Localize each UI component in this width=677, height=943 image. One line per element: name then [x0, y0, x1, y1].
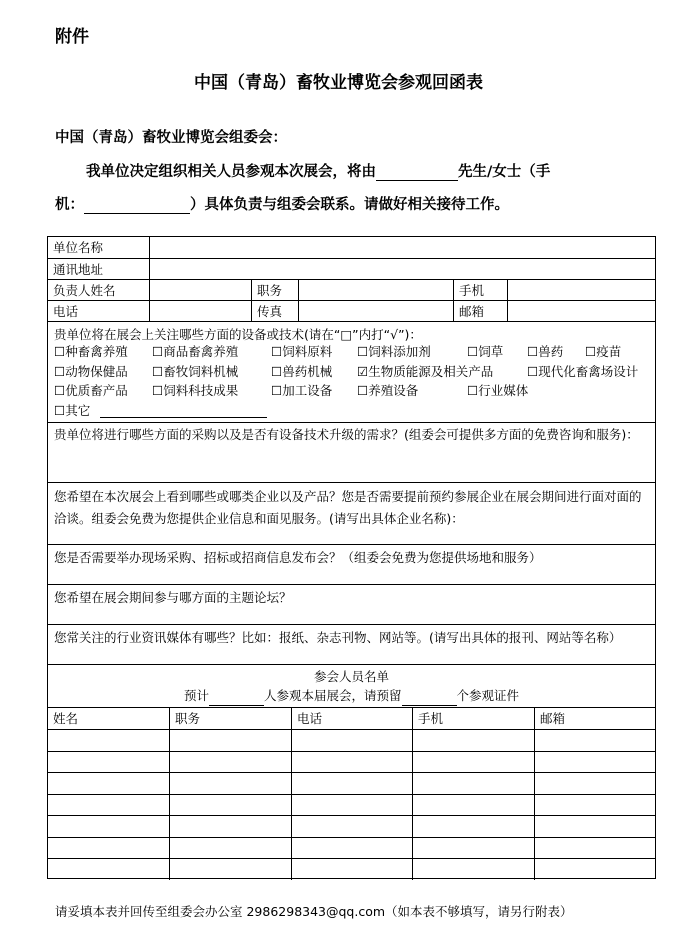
interest-option[interactable] [357, 381, 418, 401]
forum-section [48, 584, 655, 624]
checkbox-icon[interactable]: ☐ [271, 344, 283, 359]
email-label: 邮箱 [453, 301, 507, 321]
address-label: 通讯地址 [53, 262, 104, 277]
checkbox-icon[interactable]: ☐ [271, 364, 283, 379]
attendees-title: 参会人员名单 [313, 669, 389, 684]
attachment-label: 附件 [55, 27, 89, 47]
attendee-cell[interactable] [48, 816, 169, 837]
interest-option[interactable] [271, 342, 332, 362]
address-row [48, 258, 655, 279]
attendee-cell[interactable] [48, 730, 169, 751]
forum-question: 您希望在展会期间参与哪方面的主题论坛？ [54, 590, 292, 605]
interest-option-label: 饲草 [478, 344, 504, 359]
attendee-cell[interactable] [169, 838, 291, 859]
column-header: 手机 [412, 708, 534, 729]
attendee-row [48, 858, 655, 880]
interest-option-label: 种畜禽养殖 [65, 344, 128, 359]
interest-option[interactable] [54, 342, 128, 362]
enterprises-section [48, 482, 655, 544]
text: 预计 [183, 688, 209, 703]
reply-form-table [47, 236, 656, 879]
unit-name-row [48, 237, 655, 258]
attendees-header [48, 664, 655, 707]
fax-label: 传真 [251, 301, 298, 321]
body-line-2 [55, 193, 509, 214]
checkbox-icon[interactable]: ☐ [54, 364, 66, 379]
mobile-field[interactable] [507, 280, 655, 300]
phone-field[interactable] [149, 301, 251, 321]
interest-option-label: 养殖设备 [368, 383, 419, 398]
interest-option[interactable] [271, 381, 332, 401]
checkbox-icon[interactable]: ☐ [54, 344, 66, 359]
column-header: 姓名 [53, 711, 79, 726]
contact-name-label: 负责人姓名 [53, 283, 116, 298]
meeting-section [48, 544, 655, 584]
interest-option[interactable] [527, 342, 563, 362]
attendees-count-line [54, 686, 649, 706]
attendee-cell[interactable] [412, 773, 534, 794]
attendee-cell[interactable] [534, 795, 657, 816]
interest-option-label: 兽药机械 [282, 364, 333, 379]
purchase-question: 贵单位将进行哪些方面的采购以及是否有设备技术升级的需求？(组委会可提供多方面的免费咨询和服务)： [54, 427, 639, 442]
interest-option[interactable] [54, 381, 128, 401]
body-line-1 [86, 160, 550, 181]
checkbox-icon[interactable]: ☐ [527, 344, 539, 359]
media-question: 您常关注的行业资讯媒体有哪些？比如：报纸、杂志刊物、网站等。(请写出具体的报刊、网站等名称） [54, 630, 622, 645]
footer-note: 请妥填本表并回传至组委会办公室 2986298343@qq.com（如本表不够填写，请另行附表） [55, 904, 573, 919]
attendee-cell[interactable] [169, 859, 291, 880]
attendee-cell[interactable] [48, 838, 169, 859]
phone-label: 电话 [53, 304, 79, 319]
interest-option-label: 兽药 [538, 344, 564, 359]
interest-option-label: 畜牧饲料机械 [163, 364, 239, 379]
attendee-cell[interactable] [169, 730, 291, 751]
attendee-row [48, 772, 655, 794]
attendee-row [48, 751, 655, 773]
attendee-row [48, 837, 655, 859]
attendee-cell[interactable] [291, 730, 412, 751]
attendee-cell[interactable] [412, 816, 534, 837]
attendee-cell[interactable] [534, 816, 657, 837]
fax-field[interactable] [298, 301, 453, 321]
email-field[interactable] [507, 301, 655, 321]
interest-option[interactable] [54, 362, 128, 382]
interest-option[interactable] [585, 342, 621, 362]
checkbox-icon[interactable]: ☐ [467, 344, 479, 359]
address-field[interactable] [149, 259, 655, 279]
attendee-cell[interactable] [291, 816, 412, 837]
interest-option-label: 其它 [65, 403, 91, 418]
checkbox-icon[interactable]: ☐ [585, 344, 597, 359]
checkbox-icon[interactable]: ☐ [467, 383, 479, 398]
attendee-cell[interactable] [169, 773, 291, 794]
contact-name-field[interactable] [149, 280, 251, 300]
interest-option-label: 商品畜禽养殖 [163, 344, 239, 359]
attendee-cell[interactable] [534, 730, 657, 751]
interest-option-label: 行业媒体 [478, 383, 529, 398]
media-section [48, 624, 655, 664]
meeting-question: 您是否需要举办现场采购、招标或招商信息发布会？（组委会免费为您提供场地和服务） [54, 550, 542, 565]
interest-option[interactable] [152, 362, 238, 382]
interest-option-label: 生物质能源及相关产品 [368, 364, 494, 379]
attendee-cell[interactable] [412, 752, 534, 773]
interest-option-label: 饲料科技成果 [163, 383, 239, 398]
column-header: 职务 [169, 708, 291, 729]
checkbox-icon[interactable]: ☐ [271, 383, 283, 398]
checkbox-icon[interactable]: ☐ [357, 344, 369, 359]
mobile-blank[interactable] [84, 197, 190, 214]
page-title: 中国（青岛）畜牧业博览会参观回函表 [194, 73, 483, 93]
attendee-cell[interactable] [48, 795, 169, 816]
text: 个参观证件 [456, 688, 520, 703]
attendee-cell[interactable] [169, 752, 291, 773]
checkbox-icon[interactable]: ☐ [527, 364, 539, 379]
unit-name-field[interactable] [149, 237, 655, 258]
interest-option[interactable] [467, 342, 503, 362]
phone-row [48, 300, 655, 321]
attendee-row [48, 794, 655, 816]
checkbox-icon[interactable]: ☐ [152, 364, 164, 379]
attendee-cell[interactable] [412, 838, 534, 859]
checkbox-icon[interactable]: ☐ [54, 403, 66, 418]
body-text: 先生/女士（手 [458, 164, 551, 180]
interest-option[interactable] [527, 362, 638, 382]
other-blank[interactable] [100, 402, 267, 418]
mobile-label: 手机 [453, 280, 507, 300]
text: 人参观本届展会，请预留 [263, 688, 402, 703]
interest-option[interactable] [271, 362, 332, 382]
checked-box-icon[interactable]: ☑ [357, 364, 369, 379]
attendee-cell[interactable] [48, 752, 169, 773]
attendee-cell[interactable] [169, 816, 291, 837]
interest-option[interactable] [54, 401, 90, 421]
interest-option-label: 动物保健品 [65, 364, 128, 379]
attendee-cell[interactable] [412, 730, 534, 751]
body-text: ）具体负责与组委会联系。请做好相关接待工作。 [190, 197, 509, 213]
checkbox-icon[interactable]: ☐ [152, 383, 164, 398]
checkbox-icon[interactable]: ☐ [152, 344, 164, 359]
unit-name-label: 单位名称 [53, 240, 104, 255]
attendee-cell[interactable] [169, 795, 291, 816]
checkbox-icon[interactable]: ☐ [54, 383, 66, 398]
attendee-cell[interactable] [291, 795, 412, 816]
attendee-cell[interactable] [48, 773, 169, 794]
position-label: 职务 [251, 280, 298, 300]
attendees-column-headers [48, 707, 655, 729]
attendee-row [48, 815, 655, 837]
attendee-count-blank[interactable] [209, 686, 264, 706]
attendee-cell[interactable] [534, 752, 657, 773]
interest-option[interactable] [357, 362, 493, 382]
attendee-cell[interactable] [534, 838, 657, 859]
attendee-cell[interactable] [48, 859, 169, 880]
attendee-cell[interactable] [412, 795, 534, 816]
body-text: 我单位决定组织相关人员参观本次展会，将由 [86, 164, 376, 180]
attendee-cell[interactable] [534, 773, 657, 794]
attendee-cell[interactable] [291, 838, 412, 859]
attendee-cell[interactable] [412, 859, 534, 880]
interest-section [48, 321, 655, 422]
attendee-cell[interactable] [291, 752, 412, 773]
contact-row [48, 279, 655, 300]
position-field[interactable] [298, 280, 453, 300]
purchase-section [48, 422, 655, 482]
attendee-cell[interactable] [291, 859, 412, 880]
column-header: 邮箱 [534, 708, 657, 729]
interest-prompt: 贵单位将在展会上关注哪些方面的设备或技术(请在“□”内打“√”)： [54, 327, 422, 342]
body-text: 机： [55, 197, 84, 213]
interest-option-label: 饲料添加剂 [368, 344, 431, 359]
salutation: 中国（青岛）畜牧业博览会组委会： [55, 130, 287, 146]
interest-option-label: 饲料原料 [282, 344, 333, 359]
attendee-row [48, 729, 655, 751]
interest-option-label: 加工设备 [282, 383, 333, 398]
interest-option-label: 现代化畜禽场设计 [538, 364, 639, 379]
attendee-cell[interactable] [534, 859, 657, 880]
checkbox-icon[interactable]: ☐ [357, 383, 369, 398]
interest-option-label: 优质畜产品 [65, 383, 128, 398]
contact-person-blank[interactable] [376, 164, 458, 181]
interest-option[interactable] [357, 342, 431, 362]
pass-count-blank[interactable] [402, 686, 457, 706]
attendee-cell[interactable] [291, 773, 412, 794]
column-header: 电话 [291, 708, 412, 729]
interest-option[interactable] [467, 381, 528, 401]
interest-option-label: 疫苗 [596, 344, 622, 359]
interest-option[interactable] [152, 342, 238, 362]
interest-option[interactable] [152, 381, 238, 401]
enterprises-question: 您希望在本次展会上看到哪些或哪类企业以及产品？您是否需要提前预约参展企业在展会期间进行面对面的洽谈。组委会免费为您提供企业信息和面见服务。(请写出具体企业名称)： [54, 489, 642, 526]
